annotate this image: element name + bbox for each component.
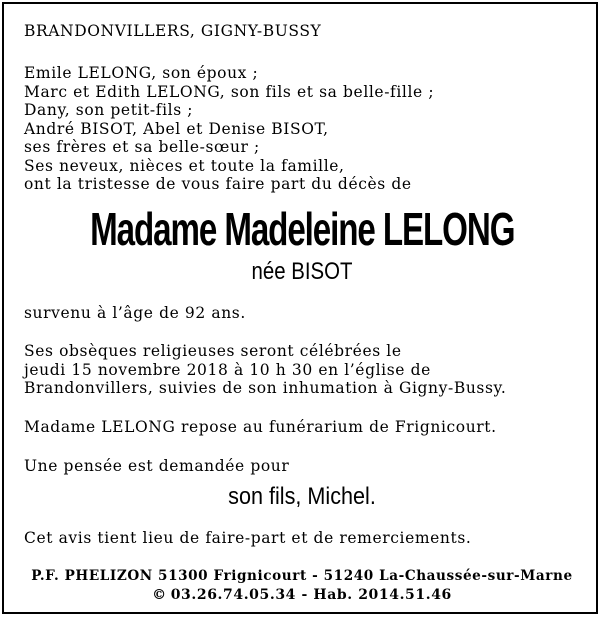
family-line: André BISOT, Abel et Denise BISOT, bbox=[24, 119, 329, 138]
funeral-line: Brandonvillers, suivies de son inhumation à Gigny-Bussy. bbox=[24, 379, 507, 397]
family-announcement bbox=[24, 64, 434, 194]
funeral-service-footer bbox=[4, 567, 600, 605]
thought-intro: Une pensée est demandée pour bbox=[24, 457, 290, 475]
funeral-service-contact bbox=[4, 586, 600, 605]
thanks-text: Cet avis tient lieu de faire-part et de remerciements. bbox=[24, 529, 472, 547]
thanks-note bbox=[24, 529, 471, 548]
maiden-name: née BISOT bbox=[251, 258, 353, 285]
funeral-line: jeudi 15 novembre 2018 à 10 h 30 en l’église de bbox=[24, 360, 431, 379]
family-line: Marc et Edith LELONG, son fils et sa belle-fille ; bbox=[24, 82, 435, 101]
age-text: survenu à l’âge de 92 ans. bbox=[24, 304, 246, 322]
funeral-details bbox=[24, 342, 506, 398]
family-line: ont la tristesse de vous faire part du décès de bbox=[24, 175, 412, 193]
obituary-notice bbox=[2, 2, 598, 614]
funeral-line: Ses obsèques religieuses seront célébrées le bbox=[24, 342, 402, 360]
deceased-name: Madame Madeleine LELONG bbox=[90, 203, 515, 255]
phone-icon: © bbox=[152, 587, 167, 603]
locations-text: BRANDONVILLERS, GIGNY-BUSSY bbox=[24, 22, 322, 40]
locations-heading bbox=[24, 22, 321, 41]
remembered-person: son fils, Michel. bbox=[228, 483, 376, 510]
age-statement bbox=[24, 304, 246, 323]
phone-and-license: 03.26.74.05.34 - Hab. 2014.51.46 bbox=[170, 587, 452, 603]
funeral-service-address: P.F. PHELIZON 51300 Frignicourt - 51240 La-Chaussée-sur-Marne bbox=[31, 568, 573, 584]
thought-request bbox=[24, 457, 289, 476]
family-line: Emile LELONG, son époux ; bbox=[24, 64, 259, 82]
funeral-home-note bbox=[24, 418, 497, 437]
family-line: ses frères et sa belle-sœur ; bbox=[24, 138, 260, 156]
family-line: Ses neveux, nièces et toute la famille, bbox=[24, 156, 345, 175]
rest-text: Madame LELONG repose au funérarium de Frignicourt. bbox=[24, 418, 497, 436]
family-line: Dany, son petit-fils ; bbox=[24, 101, 194, 119]
